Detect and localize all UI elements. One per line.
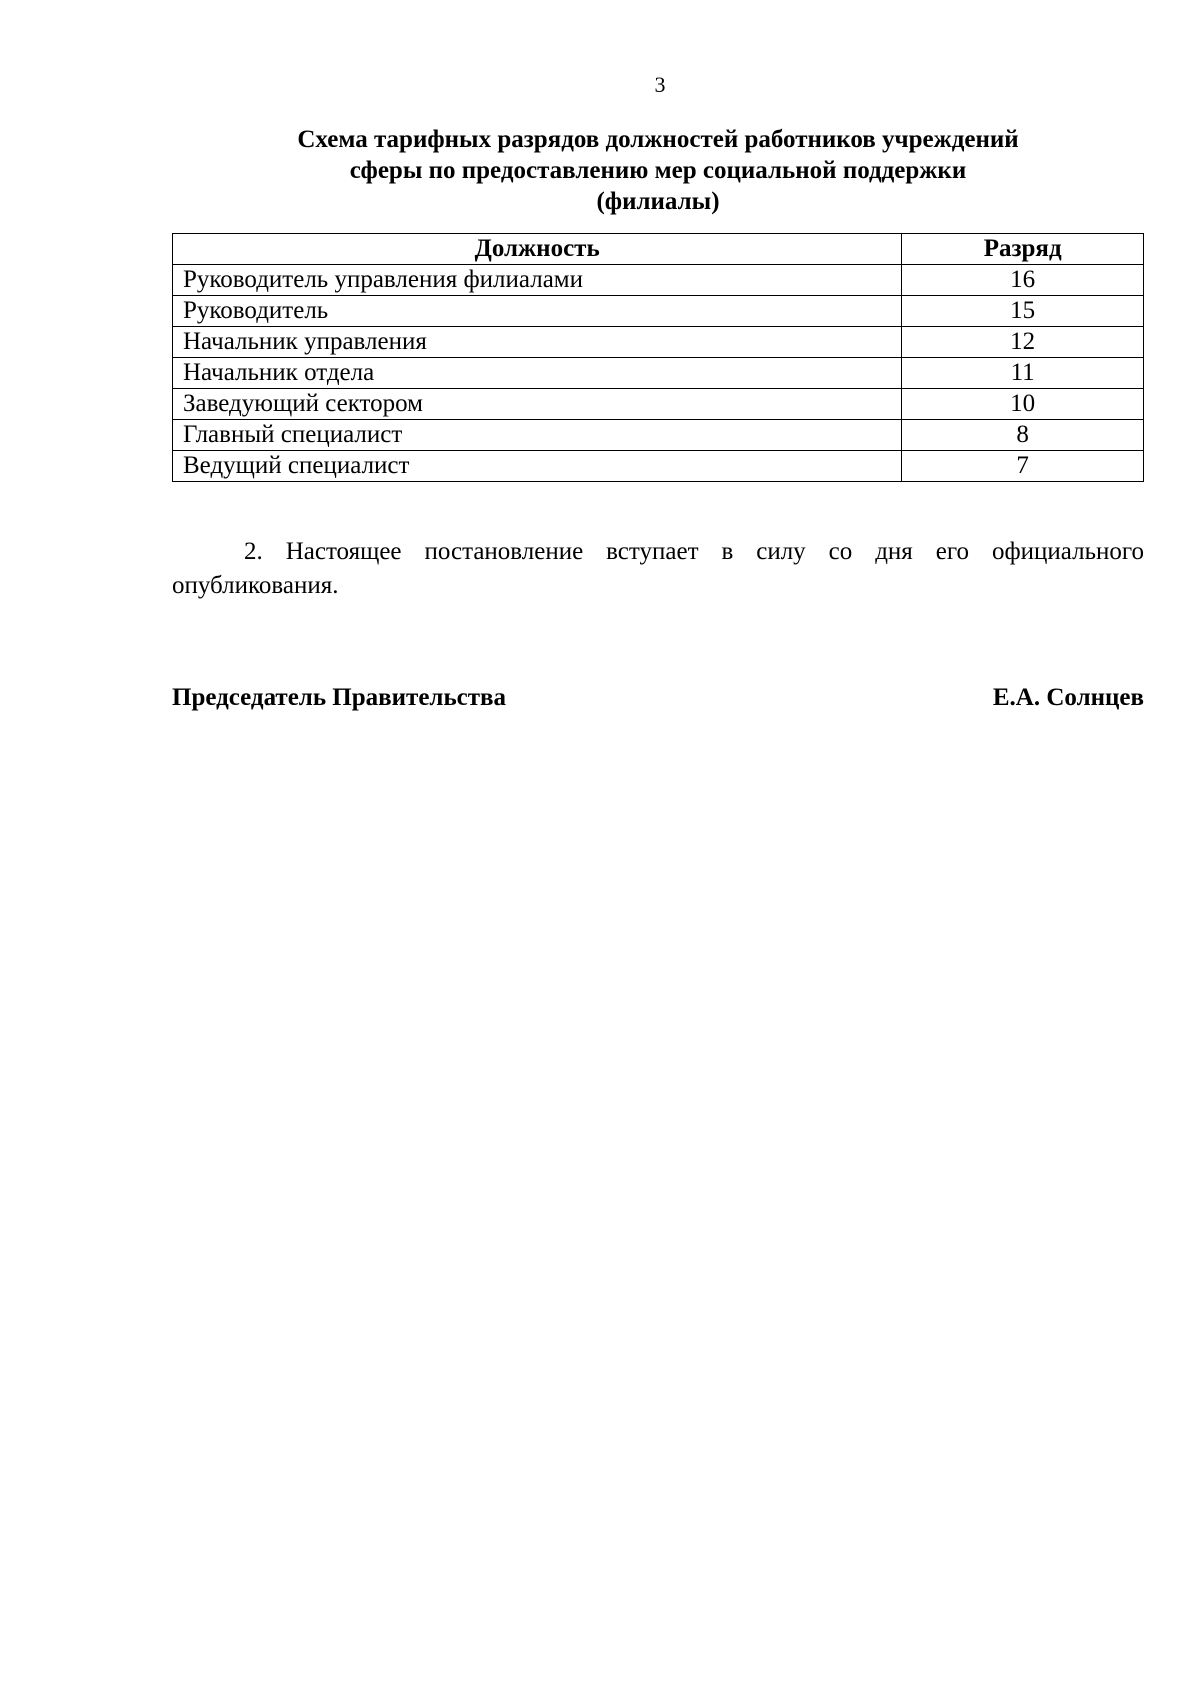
cell-grade: 8 <box>902 420 1144 451</box>
table-row <box>173 265 1144 296</box>
title-line-1: Схема тарифных разрядов должностей работников учреждений <box>297 126 1019 153</box>
cell-position: Начальник отдела <box>173 358 902 389</box>
header-grade: Разряд <box>902 234 1144 265</box>
document-title <box>172 124 1144 217</box>
page-number: 3 <box>654 72 666 97</box>
cell-position: Ведущий специалист <box>173 451 902 482</box>
cell-grade: 12 <box>902 327 1144 358</box>
table-header-row <box>173 234 1144 265</box>
effective-date-paragraph: 2. Настоящее постановление вступает в силу со дня его официального опубликования. <box>172 538 1144 599</box>
cell-grade: 16 <box>902 265 1144 296</box>
cell-position: Руководитель <box>173 296 902 327</box>
table-row <box>173 420 1144 451</box>
header-position: Должность <box>173 234 902 265</box>
cell-grade: 11 <box>902 358 1144 389</box>
cell-position: Заведующий сектором <box>173 389 902 420</box>
cell-grade: 7 <box>902 451 1144 482</box>
cell-position: Начальник управления <box>173 327 902 358</box>
signatory-name: Е.А. Солнцев <box>992 684 1144 711</box>
cell-grade: 10 <box>902 389 1144 420</box>
tariff-grades-table <box>172 233 1144 482</box>
table-row <box>173 389 1144 420</box>
table-row <box>173 327 1144 358</box>
cell-position: Главный специалист <box>173 420 902 451</box>
table-row <box>173 358 1144 389</box>
cell-position: Руководитель управления филиалами <box>173 265 902 296</box>
cell-grade: 15 <box>902 296 1144 327</box>
table-row <box>173 451 1144 482</box>
title-line-3: (филиалы) <box>596 188 720 215</box>
signatory-position: Председатель Правительства <box>172 684 507 711</box>
table-row <box>173 296 1144 327</box>
title-line-2: сферы по предоставлению мер социальной поддержки <box>349 157 967 184</box>
